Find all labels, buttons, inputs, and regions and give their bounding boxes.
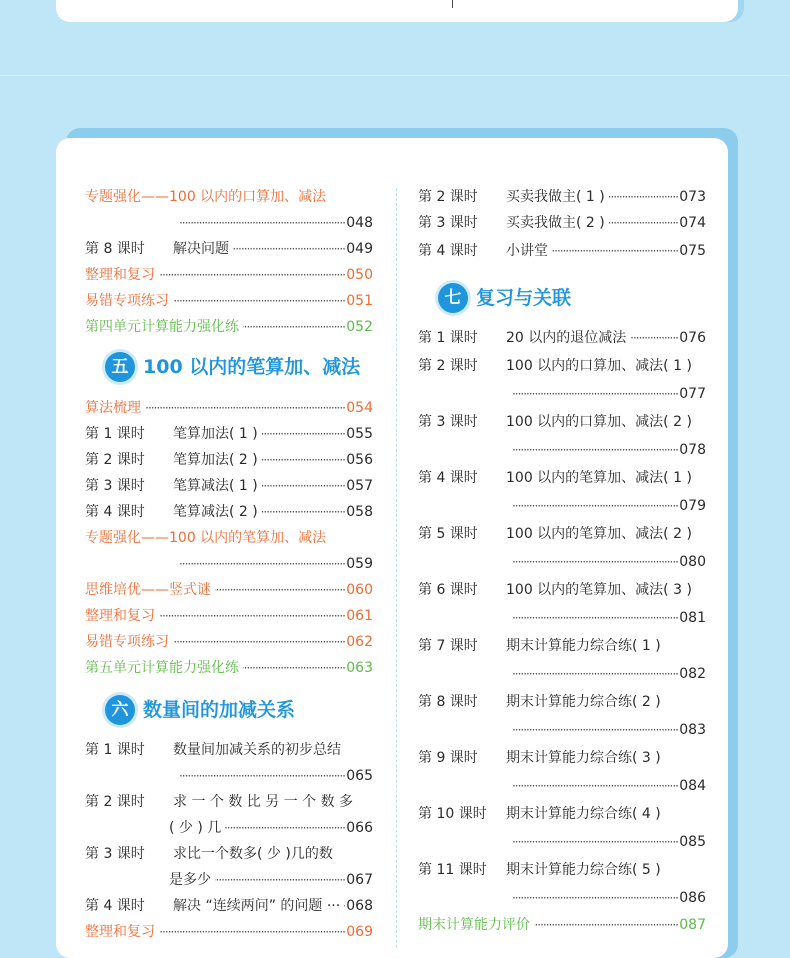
leader-dots (512, 830, 678, 854)
entry-title: 期末计算能力综合练( 2 ) (506, 694, 661, 710)
entry-title: ( 少 ) 几 (169, 820, 222, 836)
toc-entry[interactable] (85, 790, 373, 814)
toc-entry-continuation[interactable] (418, 494, 706, 518)
lesson-number: 第 2 课时 (85, 794, 145, 810)
toc-entry-continuation[interactable] (418, 438, 706, 462)
entry-title: 解决问题 (173, 241, 229, 257)
lesson-number: 第 1 课时 (85, 742, 145, 758)
page-number: 080 (679, 554, 706, 570)
entry-title: 买卖我做主( 1 ) (506, 189, 605, 205)
toc-entry[interactable] (418, 410, 706, 434)
leader-dots (179, 552, 345, 576)
leader-dots (534, 913, 678, 937)
entry-title: 笔算减法( 1 ) (173, 478, 258, 494)
page-number: 074 (679, 215, 706, 231)
entry-title: 期末计算能力综合练( 4 ) (506, 806, 661, 822)
entry-title: 求比一个数多( 少 )几的数 (173, 846, 333, 862)
leader-dots (233, 237, 345, 261)
toc-entry-continuation[interactable] (85, 764, 373, 788)
entry-title: 思维培优——竖式谜 (85, 582, 211, 598)
leader-dots (552, 239, 678, 263)
entry-title: 笔算加法( 1 ) (173, 426, 258, 442)
page-number: 077 (679, 386, 706, 402)
entry-title: 100 以内的口算加、减法( 1 ) (506, 358, 692, 374)
toc-entry[interactable] (85, 315, 373, 339)
toc-entry[interactable] (418, 239, 706, 263)
entry-title: 20 以内的退位减法 (506, 330, 627, 346)
lesson-number: 第 10 课时 (418, 806, 487, 822)
section-number-badge: 六 (105, 695, 135, 725)
toc-entry-continuation[interactable] (85, 211, 373, 235)
toc-entry-continuation[interactable] (85, 868, 373, 892)
entry-title: 专题强化——100 以内的口算加、减法 (85, 189, 327, 205)
toc-entry[interactable] (418, 578, 706, 602)
lesson-number: 第 3 课时 (85, 846, 145, 862)
page-number: 051 (346, 293, 373, 309)
toc-entry[interactable] (418, 354, 706, 378)
toc-entry[interactable] (85, 920, 373, 944)
lesson-number: 第 7 课时 (418, 638, 478, 654)
toc-entry[interactable] (85, 604, 373, 628)
toc-entry[interactable] (85, 474, 373, 498)
toc-entry[interactable] (85, 422, 373, 446)
leader-dots (262, 500, 345, 524)
toc-entry[interactable] (85, 237, 373, 261)
page-number: 055 (346, 426, 373, 442)
toc-entry-continuation[interactable] (418, 718, 706, 742)
entry-title: 数量间加减关系的初步总结 (173, 742, 341, 758)
entry-title: 第五单元计算能力强化练 (85, 660, 239, 676)
page-number: 057 (346, 478, 373, 494)
lesson-number: 第 6 课时 (418, 582, 478, 598)
leader-dots (159, 604, 345, 628)
leader-dots (512, 718, 678, 742)
lesson-number: 第 8 课时 (85, 241, 145, 257)
page-number: 073 (679, 189, 706, 205)
toc-entry-continuation[interactable] (418, 606, 706, 630)
page-number: 059 (346, 556, 373, 572)
entry-title: 100 以内的笔算加、减法( 3 ) (506, 582, 692, 598)
lesson-number: 第 2 课时 (85, 452, 145, 468)
page-number: 052 (346, 319, 373, 335)
lesson-number: 第 3 课时 (85, 478, 145, 494)
leader-dots (243, 656, 345, 680)
entry-title: 是多少 (169, 872, 211, 888)
lesson-number: 第 5 课时 (418, 526, 478, 542)
page-number: 061 (346, 608, 373, 624)
leader-dots (145, 396, 345, 420)
entry-title: 第四单元计算能力强化练 (85, 319, 239, 335)
toc-entry[interactable] (85, 656, 373, 680)
page-number: 084 (679, 778, 706, 794)
section-number-badge: 七 (438, 283, 468, 313)
page-number: 086 (679, 890, 706, 906)
toc-entry[interactable] (85, 500, 373, 524)
toc-entry-continuation[interactable] (418, 774, 706, 798)
entry-title: 100 以内的笔算加、减法( 2 ) (506, 526, 692, 542)
page-number: 085 (679, 834, 706, 850)
lesson-number: 第 2 课时 (418, 358, 478, 374)
toc-entry[interactable] (418, 802, 706, 826)
page-number: 054 (346, 400, 373, 416)
entry-title: 期末计算能力综合练( 1 ) (506, 638, 661, 654)
leader-dots (215, 868, 345, 892)
toc-entry[interactable] (85, 630, 373, 654)
leader-dots (262, 474, 345, 498)
toc-entry[interactable] (85, 526, 373, 550)
toc-entry[interactable] (418, 634, 706, 658)
leader-dots (512, 550, 678, 574)
leader-dots (225, 816, 345, 840)
toc-entry[interactable] (418, 185, 706, 209)
page-number: 058 (346, 504, 373, 520)
toc-entry-continuation[interactable] (85, 816, 373, 840)
entry-title: 笔算减法( 2 ) (173, 504, 258, 520)
entry-title: 求 一 个 数 比 另 一 个 数 多 (173, 794, 354, 810)
entry-title: 100 以内的口算加、减法( 2 ) (506, 414, 692, 430)
leader-dots (159, 263, 345, 287)
toc-entry-continuation[interactable] (418, 662, 706, 686)
page-number: 066 (346, 820, 373, 836)
leader-dots (159, 920, 345, 944)
leader-dots (512, 494, 678, 518)
lesson-number: 第 9 课时 (418, 750, 478, 766)
lesson-number: 第 4 课时 (85, 898, 145, 914)
leader-dots (179, 764, 345, 788)
toc-entry-continuation[interactable] (418, 830, 706, 854)
page-number: 065 (346, 768, 373, 784)
entry-title: 整理和复习 (85, 924, 155, 940)
toc-entry[interactable] (85, 396, 373, 420)
page-number: 060 (346, 582, 373, 598)
entry-title: 易错专项练习 (85, 634, 169, 650)
lesson-number: 第 4 课时 (85, 504, 145, 520)
column-divider (396, 188, 397, 948)
divider-tick (452, 0, 453, 8)
leader-dots (512, 886, 678, 910)
leader-dots (179, 211, 345, 235)
lesson-number: 第 3 课时 (418, 215, 478, 231)
page-number: 048 (346, 215, 373, 231)
toc-entry[interactable] (418, 466, 706, 490)
entry-title: 小讲堂 (506, 243, 548, 259)
toc-entry[interactable] (418, 913, 706, 937)
page-number: 063 (346, 660, 373, 676)
entry-title: 整理和复习 (85, 608, 155, 624)
section-title: 100 以内的笔算加、减法 (143, 356, 361, 378)
toc-entry-continuation[interactable] (85, 552, 373, 576)
page-number: 062 (346, 634, 373, 650)
entry-title: 易错专项练习 (85, 293, 169, 309)
page-number: 075 (679, 243, 706, 259)
page-number: 078 (679, 442, 706, 458)
page-number: 067 (346, 872, 373, 888)
toc-entry[interactable] (418, 326, 706, 350)
toc-entry[interactable] (85, 578, 373, 602)
entry-title: 专题强化——100 以内的笔算加、减法 (85, 530, 327, 546)
lesson-number: 第 8 课时 (418, 694, 478, 710)
entry-title: 算法梳理 (85, 400, 141, 416)
section-title: 数量间的加减关系 (143, 699, 296, 721)
toc-entry[interactable] (85, 448, 373, 472)
band-divider (0, 75, 790, 76)
leader-dots (173, 289, 345, 313)
entry-title: 100 以内的笔算加、减法( 1 ) (506, 470, 692, 486)
page-number: 081 (679, 610, 706, 626)
page-number: 082 (679, 666, 706, 682)
toc-entry[interactable] (418, 522, 706, 546)
page-number: 049 (346, 241, 373, 257)
entry-title: 期末计算能力综合练( 3 ) (506, 750, 661, 766)
lesson-number: 第 2 课时 (418, 189, 478, 205)
toc-entry[interactable] (85, 842, 373, 866)
toc-entry-continuation[interactable] (418, 382, 706, 406)
previous-page-card (56, 0, 738, 22)
entry-title: 买卖我做主( 2 ) (506, 215, 605, 231)
leader-dots (630, 326, 678, 350)
toc-entry[interactable] (85, 289, 373, 313)
leader-dots (512, 774, 678, 798)
lesson-number: 第 4 课时 (418, 243, 478, 259)
leader-dots (344, 894, 345, 918)
leader-dots (243, 315, 345, 339)
lesson-number: 第 1 课时 (85, 426, 145, 442)
leader-dots (512, 606, 678, 630)
entry-title: 笔算加法( 2 ) (173, 452, 258, 468)
toc-entry[interactable] (85, 185, 373, 209)
page-number: 079 (679, 498, 706, 514)
leader-dots (262, 422, 345, 446)
entry-title: 整理和复习 (85, 267, 155, 283)
leader-dots (609, 211, 678, 235)
toc-entry[interactable] (418, 211, 706, 235)
page-number: 056 (346, 452, 373, 468)
lesson-number: 第 1 课时 (418, 330, 478, 346)
section-title: 复习与关联 (476, 287, 572, 309)
toc-entry[interactable] (85, 738, 373, 762)
leader-dots (215, 578, 345, 602)
entry-title: 期末计算能力评价 (418, 917, 530, 933)
entry-title: 期末计算能力综合练( 5 ) (506, 862, 661, 878)
toc-entry[interactable] (85, 894, 373, 918)
page-number: 050 (346, 267, 373, 283)
leader-dots (262, 448, 345, 472)
toc-entry[interactable] (418, 858, 706, 882)
entry-title: 解决 “连续两问” 的问题 ··· (173, 898, 341, 914)
toc-entry[interactable] (418, 690, 706, 714)
toc-entry-continuation[interactable] (418, 550, 706, 574)
toc-entry[interactable] (85, 263, 373, 287)
leader-dots (609, 185, 678, 209)
leader-dots (173, 630, 345, 654)
page-number: 076 (679, 330, 706, 346)
toc-entry-continuation[interactable] (418, 886, 706, 910)
leader-dots (512, 382, 678, 406)
page-number: 068 (346, 898, 373, 914)
leader-dots (512, 662, 678, 686)
leader-dots (512, 438, 678, 462)
lesson-number: 第 3 课时 (418, 414, 478, 430)
lesson-number: 第 4 课时 (418, 470, 478, 486)
section-number-badge: 五 (105, 352, 135, 382)
page-number: 069 (346, 924, 373, 940)
page-number: 083 (679, 722, 706, 738)
lesson-number: 第 11 课时 (418, 862, 487, 878)
toc-entry[interactable] (418, 746, 706, 770)
page-number: 087 (679, 917, 706, 933)
